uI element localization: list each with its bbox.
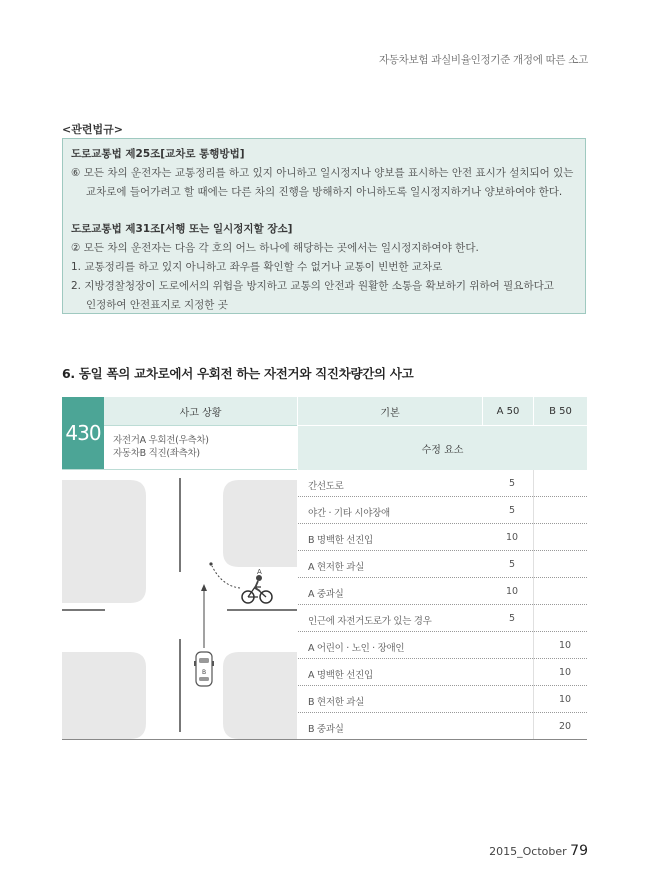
corner-block: [223, 480, 297, 567]
header-a-ratio: A 50: [483, 397, 533, 425]
header-divider: [104, 425, 297, 426]
issue-label: 2015_October: [489, 845, 571, 858]
row-label: B 현저한 과실: [308, 697, 365, 708]
table-row: [298, 686, 587, 713]
table-row: [298, 497, 587, 524]
table-row: [298, 524, 587, 551]
corner-block: [223, 652, 297, 739]
case-number: 430: [62, 397, 104, 469]
article2-line: ② 모든 차의 운전자는 다음 각 호의 어느 하나에 해당하는 곳에서는 일시정지하여야 한다.: [71, 242, 479, 254]
path-end-dot: [209, 562, 212, 565]
label-a: A: [257, 568, 262, 576]
table-row: [298, 551, 587, 578]
path-a: [212, 566, 240, 588]
table-row: [298, 659, 587, 686]
header-basic: 기본: [298, 397, 482, 425]
row-value-b: 10: [558, 640, 572, 651]
header-situation: 사고 상황: [104, 397, 297, 425]
row-label: A 명백한 선진입: [308, 670, 373, 681]
row-label: A 어린이 · 노인 · 장애인: [308, 643, 405, 654]
folio: [489, 843, 588, 859]
row-label: 인근에 자전거도로가 있는 경우: [308, 616, 432, 627]
row-value-a: 5: [508, 478, 516, 489]
header-b-ratio: B 50: [534, 397, 587, 425]
row-value-b: 20: [558, 721, 572, 732]
row-label: 간선도로: [308, 481, 344, 492]
table-row: [298, 713, 587, 740]
law-section-title: <관련법규>: [62, 123, 123, 136]
table-row: [298, 632, 587, 659]
table-row: [298, 470, 587, 497]
row-value-a: 10: [505, 586, 519, 597]
corner-block: [62, 652, 146, 739]
article1-heading: 도로교통법 제25조[교차로 통행방법]: [71, 148, 245, 160]
running-head: 자동차보험 과실비율인정기준 개정에 따른 소고: [378, 54, 588, 66]
row-value-a: 10: [505, 532, 519, 543]
article2-line: 인정하여 안전표지로 지정한 곳: [86, 299, 228, 311]
article2-heading: 도로교통법 제31조[서행 또는 일시정지할 장소]: [71, 223, 293, 235]
row-value-a: 5: [508, 559, 516, 570]
header-adjustments: 수정 요소: [298, 426, 587, 470]
case-description: [113, 434, 209, 460]
row-value-b: 10: [558, 694, 572, 705]
corner-block: [62, 480, 146, 603]
row-value-a: 5: [508, 613, 516, 624]
article2-line: 1. 교통정리를 하고 있지 아니하고 좌우를 확인할 수 없거나 교통이 빈번한 교차로: [71, 261, 443, 273]
page-number: 79: [570, 843, 588, 859]
header-divider: [297, 397, 298, 470]
article1-line: 교차로에 들어가려고 할 때에는 다른 차의 진행을 방해하지 아니하도록 일시정지하거나 양보하여야 한다.: [86, 186, 563, 198]
bicycle-icon: [242, 575, 272, 603]
row-label: A 현저한 과실: [308, 562, 365, 573]
row-label: 야간 · 기타 시야장애: [308, 508, 390, 519]
article1-line: ⑥ 모든 차의 운전자는 교통정리를 하고 있지 아니하고 일시정지나 양보를 표시하는 안전 표시가 설치되어 있는: [71, 167, 574, 179]
row-value-b: 10: [558, 667, 572, 678]
label-b: B: [201, 669, 207, 676]
article2-line: 2. 지방경찰청장이 도로에서의 위험을 방지하고 교통의 안전과 원활한 소통을 확보하기 위하여 필요하다고: [71, 280, 554, 292]
table-row: [298, 605, 587, 632]
row-value-a: 5: [508, 505, 516, 516]
row-label: B 중과실: [308, 724, 344, 735]
row-label: B 명백한 선진입: [308, 535, 373, 546]
intersection-diagram: [62, 470, 297, 739]
section-title: 6. 동일 폭의 교차로에서 우회전 하는 자전거와 직진차량간의 사고: [62, 366, 414, 381]
table-bottom-rule: [62, 739, 587, 740]
table-row: [298, 578, 587, 605]
row-label: A 중과실: [308, 589, 344, 600]
arrowhead-icon: [201, 584, 207, 591]
case-desc-line: 자동차B 직진(좌측차): [113, 448, 200, 459]
case-desc-line: 자전거A 우회전(우측차): [113, 435, 209, 446]
law-box: [62, 138, 586, 314]
